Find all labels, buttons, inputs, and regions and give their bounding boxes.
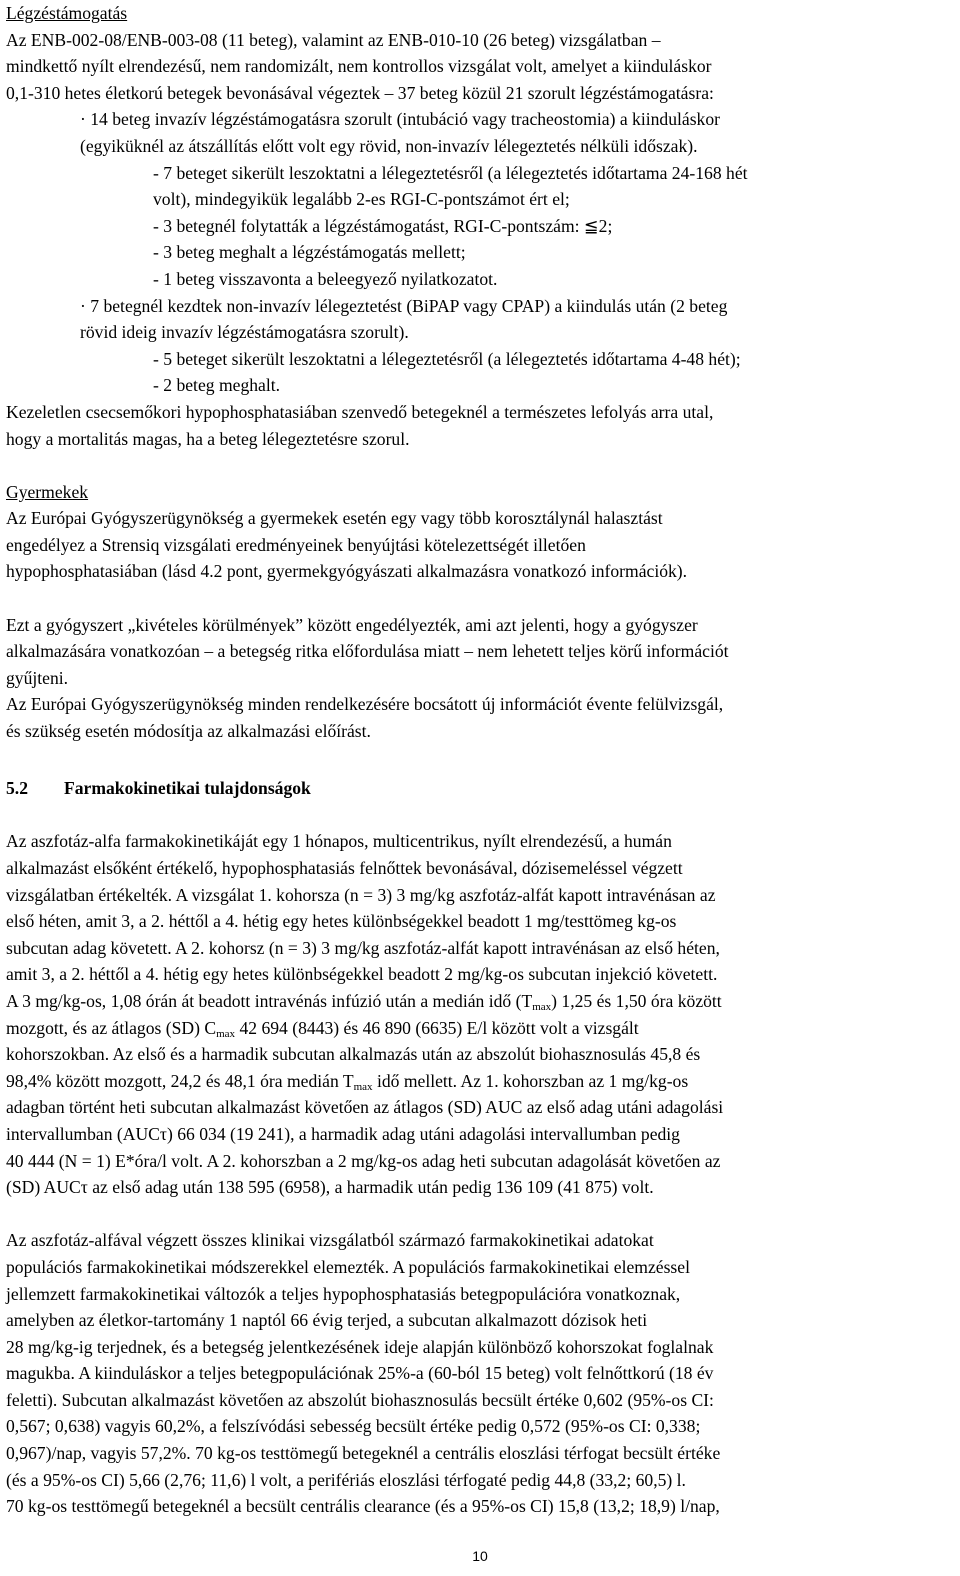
text-fragment: mozgott, és az átlagos (SD) C <box>6 1017 217 1038</box>
text-line: intervallumban (AUCτ) 66 034 (19 241), a harmadik adag utáni adagolási intervallumban pedig <box>6 1123 680 1144</box>
text-line: 0,967)/nap, vagyis 57,2%. 70 kg-os testtömegű betegeknél a centrális eloszlási térfogat becsült értéke <box>6 1443 721 1464</box>
document-page <box>6 0 952 1520</box>
subscript: max <box>216 1027 236 1040</box>
text-line: (és a 95%-os CI) 5,66 (2,76; 11,6) l volt, a perifériás eloszlási térfogaté pedig 44,8 (33,2; 60,5) l. <box>6 1469 686 1490</box>
text-fragment: 42 694 (8443) és 46 890 (6635) E/l között volt a vizsgált <box>235 1017 639 1038</box>
bullet-line: (egyiküknél az átszállítás előtt volt egy rövid, non-invazív lélegeztetés nélküli időszak). <box>80 135 698 156</box>
text-line: feletti). Subcutan alkalmazást követően az abszolút biohasznosulás becsült értéke 0,602 (95%-os CI: <box>6 1389 714 1410</box>
text-line: Az aszfotáz-alfával végzett összes klinikai vizsgálatból származó farmakokinetikai adatokat <box>6 1230 654 1251</box>
bullet-line: · 7 betegnél kezdtek non-invazív lélegeztetést (BiPAP vagy CPAP) a kiindulás után (2 beteg <box>80 295 728 316</box>
section-number: 5.2 <box>6 778 28 799</box>
page-number: 10 <box>472 1548 488 1564</box>
section-heading-children: Gyermekek <box>6 481 89 502</box>
sub-bullet-line: - 5 beteget sikerült leszoktatni a lélegeztetésről (a lélegeztetés időtartama 4-48 hét); <box>153 348 741 369</box>
sub-bullet-line: - 3 beteg meghalt a légzéstámogatás mellett; <box>153 242 466 263</box>
text-fragment: A 3 mg/kg-os, 1,08 órán át beadott intravénás infúzió után a medián idő (T <box>6 990 533 1011</box>
bullet-line: rövid ideig invazív légzéstámogatásra szorult). <box>80 322 409 343</box>
text-fragment: idő mellett. Az 1. kohorszban az 1 mg/kg-os <box>372 1070 689 1091</box>
paragraph-gap <box>6 1201 952 1228</box>
text-line: hypophosphatasiában (lásd 4.2 pont, gyermekgyógyászati alkalmazásra vonatkozó információk). <box>6 561 688 582</box>
text-line: magukba. A kiinduláskor a teljes betegpopulációnak 25%-a (60-ból 15 beteg) volt felnőttkorú (18 év <box>6 1363 714 1384</box>
section-title: Farmakokinetikai tulajdonságok <box>64 778 311 799</box>
text-line: Kezeletlen csecsemőkori hypophosphatasiában szenvedő betegeknél a természetes lefolyás arra utal, <box>6 401 714 422</box>
text-line: mindkettő nyílt elrendezésű, nem randomizált, nem kontrollos vizsgálat volt, amelyet a kiinduláskor <box>6 56 712 77</box>
text-line: 70 kg-os testtömegű betegeknél a becsült centrális clearance (és a 95%-os CI) 15,8 (13,2; 18,9) l/nap, <box>6 1496 720 1517</box>
paragraph-gap <box>6 585 952 612</box>
text-line: Az Európai Gyógyszerügynökség minden rendelkezésére bocsátott új információt évente felülvizsgál, <box>6 694 724 715</box>
text-line: alkalmazására vonatkozóan – a betegség ritka előfordulása miatt – nem lehetett teljes körű információt <box>6 641 729 662</box>
text-line: első héten, amit 3, a 2. héttől a 4. hétig egy hetes különbségekkel beadott 1 mg/testtömeg kg-os <box>6 911 677 932</box>
text-line: Az ENB-002-08/ENB-003-08 (11 beteg), valamint az ENB-010-10 (26 beteg) vizsgálatban – <box>6 29 661 50</box>
text-line: és szükség esetén módosítja az alkalmazási előírást. <box>6 721 371 742</box>
text-line: 40 444 (N = 1) E*óra/l volt. A 2. kohorszban a 2 mg/kg-os adag heti subcutan adagolását követően az <box>6 1150 721 1171</box>
sub-bullet-line: - 3 betegnél folytatták a légzéstámogatást, RGI-C-pontszám: ≦2; <box>153 215 613 236</box>
text-line: vizsgálatban értékelték. A vizsgálat 1. kohorsza (n = 3) 3 mg/kg aszfotáz-alfát kapott intravénásan az <box>6 884 716 905</box>
sub-bullet-line: volt), mindegyikük legalább 2-es RGI-C-pontszámot ért el; <box>153 189 570 210</box>
sub-bullet-line: - 2 beteg meghalt. <box>153 375 281 396</box>
text-line: 0,1-310 hetes életkorú betegek bevonásával végeztek – 37 beteg közül 21 szorult légzéstámogatásra: <box>6 82 714 103</box>
section-heading-pharmacokinetics <box>6 775 952 802</box>
text-fragment: ) 1,25 és 1,50 óra között <box>551 990 722 1011</box>
text-line-tmax <box>6 1068 952 1095</box>
text-line-tmax <box>6 988 952 1015</box>
text-line: hogy a mortalitás magas, ha a beteg lélegeztetésre szorul. <box>6 428 410 449</box>
text-line: jellemzett farmakokinetikai változók a teljes hypophosphatasiás betegpopulációra vonatkoznak, <box>6 1283 681 1304</box>
text-fragment: 98,4% között mozgott, 24,2 és 48,1 óra medián T <box>6 1070 354 1091</box>
paragraph-gap <box>6 452 952 479</box>
text-line: Az aszfotáz-alfa farmakokinetikáját egy 1 hónapos, multicentrikus, nyílt elrendezésű, a humán <box>6 831 672 852</box>
text-line: gyűjteni. <box>6 667 69 688</box>
text-line: (SD) AUCτ az első adag után 138 595 (6958), a harmadik után pedig 136 109 (41 875) volt. <box>6 1177 654 1198</box>
text-line: engedélyez a Strensiq vizsgálati eredményeinek benyújtási kötelezettségét illetően <box>6 534 586 555</box>
text-line: amit 3, a 2. héttől a 4. hétig egy hetes különbségekkel beadott 2 mg/kg-os subcutan injekció követett. <box>6 964 718 985</box>
text-line: populációs farmakokinetikai módszerekkel elemezték. A populációs farmakokinetikai elemzéssel <box>6 1256 690 1277</box>
text-line: adagban történt heti subcutan alkalmazást követően az átlagos (SD) AUC az első adag utáni adagolási <box>6 1097 724 1118</box>
paragraph-gap <box>6 802 952 829</box>
section-heading-respiratory: Légzéstámogatás <box>6 3 128 23</box>
text-line: 0,567; 0,638) vagyis 60,2%, a felszívódási sebesség becsült értéke pedig 0,572 (95%-os CI: 0,338; <box>6 1416 701 1437</box>
text-line: alkalmazást elsőként értékelő, hypophosphatasiás felnőttek bevonásával, dózisemeléssel végzett <box>6 858 683 878</box>
bullet-line: · 14 beteg invazív légzéstámogatásra szorult (intubáció vagy tracheostomia) a kiinduláskor <box>80 109 720 130</box>
subscript: max <box>532 1000 552 1013</box>
text-line: kohorszokban. Az első és a harmadik subcutan alkalmazás után az abszolút biohasznosulás 45,8 és <box>6 1044 701 1065</box>
text-line: 28 mg/kg-ig terjednek, és a betegség jelentkezésének ideje alapján különböző kohorszokat foglalnak <box>6 1336 714 1357</box>
text-line: amelyben az életkor-tartomány 1 naptól 66 évig terjed, a subcutan alkalmazott dózisok heti <box>6 1310 648 1331</box>
text-line: subcutan adag követett. A 2. kohorsz (n = 3) 3 mg/kg aszfotáz-alfát kapott intravénásan az első héten, <box>6 937 720 958</box>
text-line: Az Európai Gyógyszerügynökség a gyermekek esetén egy vagy több korosztálynál halasztást <box>6 508 663 529</box>
text-line-cmax <box>6 1015 952 1042</box>
paragraph-gap <box>6 745 952 772</box>
text-line: Ezt a gyógyszert „kivételes körülmények” között engedélyezték, ami azt jelenti, hogy a gyógyszer <box>6 614 698 635</box>
sub-bullet-line: - 7 beteget sikerült leszoktatni a lélegeztetésről (a lélegeztetés időtartama 24-168 hét <box>153 162 748 183</box>
subscript: max <box>353 1080 373 1093</box>
sub-bullet-line: - 1 beteg visszavonta a beleegyező nyilatkozatot. <box>153 268 498 289</box>
